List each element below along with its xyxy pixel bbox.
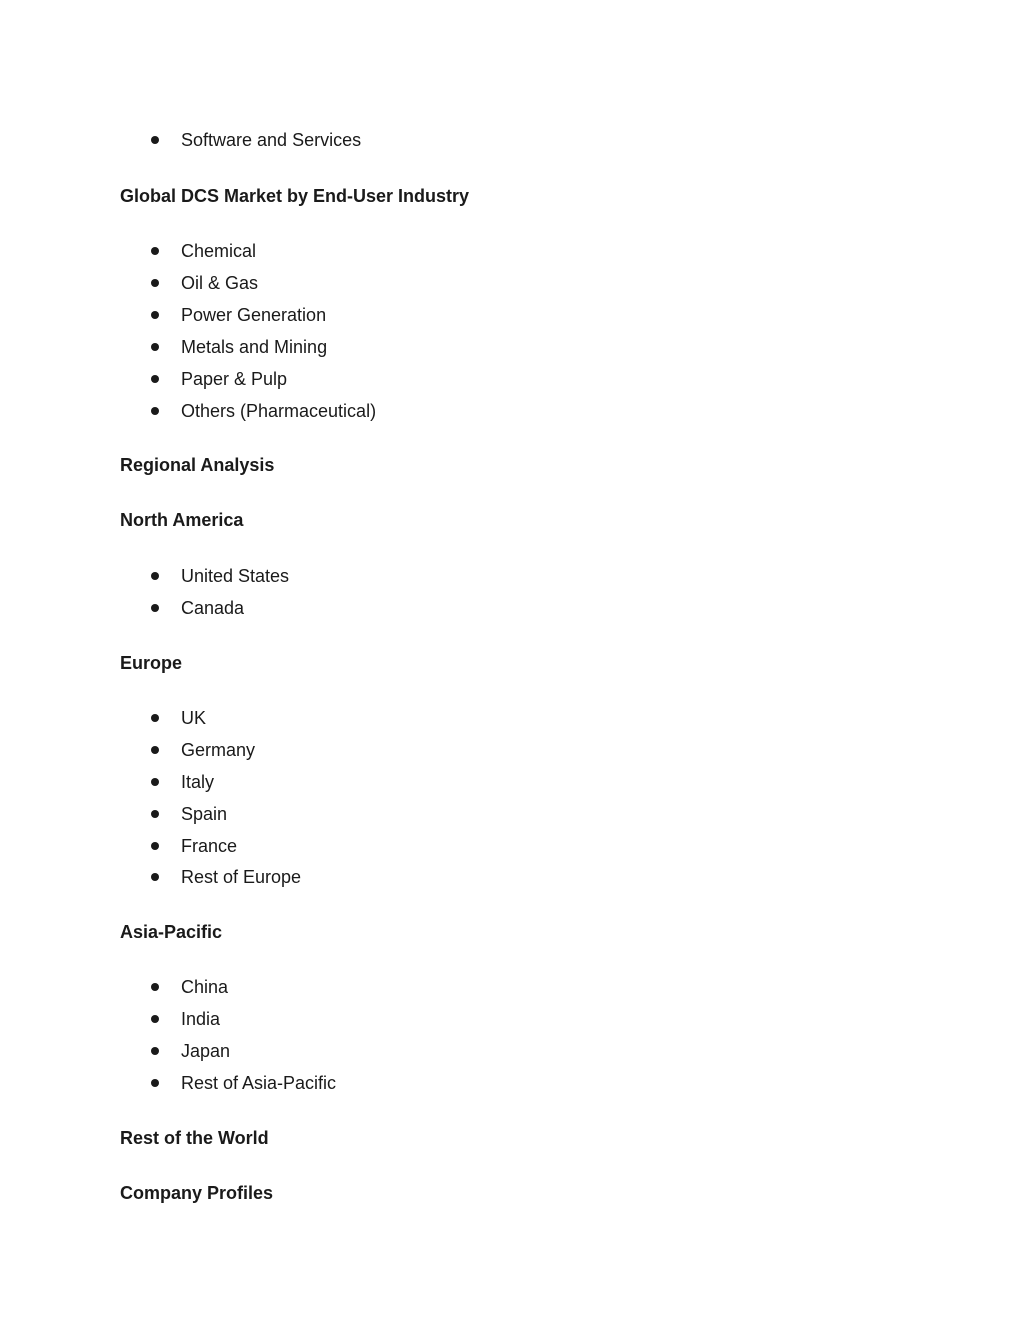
bullet-icon (151, 983, 159, 991)
bullet-icon (151, 746, 159, 754)
list-item-label: India (181, 1009, 221, 1029)
section-heading-end-user: Global DCS Market by End-User Industry (120, 186, 470, 206)
list-item-label: Oil & Gas (181, 273, 259, 293)
section-heading-company-profiles: Company Profiles (120, 1183, 274, 1203)
bullet-icon (151, 778, 159, 786)
bullet-icon (151, 311, 159, 319)
bullet-icon (151, 247, 159, 255)
list-item-label: UK (181, 708, 207, 728)
list-item-label: Italy (181, 772, 215, 792)
list-item-label: Paper & Pulp (181, 369, 288, 389)
list-item-label: China (181, 977, 229, 997)
section-heading-north-america: North America (120, 510, 244, 530)
list-item-label: Power Generation (181, 305, 327, 325)
list-item-label: Metals and Mining (181, 337, 328, 357)
list-item-label: Canada (181, 598, 245, 618)
list-item-label: Spain (181, 804, 228, 824)
bullet-icon (151, 842, 159, 850)
bullet-icon (151, 136, 159, 144)
list-item-label: Germany (181, 740, 256, 760)
list-item-label: Japan (181, 1041, 231, 1061)
section-heading-rest-of-world: Rest of the World (120, 1128, 269, 1148)
section-heading-regional: Regional Analysis (120, 455, 275, 475)
list-item-label: Software and Services (181, 130, 362, 150)
list-item-label: Rest of Europe (181, 867, 302, 887)
bullet-icon (151, 604, 159, 612)
bullet-icon (151, 1079, 159, 1087)
list-item-label: Rest of Asia-Pacific (181, 1073, 337, 1093)
section-heading-asia-pacific: Asia-Pacific (120, 922, 223, 942)
bullet-icon (151, 375, 159, 383)
bullet-icon (151, 810, 159, 818)
bullet-icon (151, 279, 159, 287)
section-heading-europe: Europe (120, 653, 183, 673)
bullet-icon (151, 714, 159, 722)
list-item-label: Others (Pharmaceutical) (181, 401, 377, 421)
list-item-label: France (181, 836, 238, 856)
bullet-icon (151, 1047, 159, 1055)
list-item-label: Chemical (181, 241, 257, 261)
bullet-icon (151, 873, 159, 881)
bullet-icon (151, 407, 159, 415)
bullet-icon (151, 343, 159, 351)
list-item-label: United States (181, 566, 290, 586)
bullet-icon (151, 1015, 159, 1023)
bullet-icon (151, 572, 159, 580)
